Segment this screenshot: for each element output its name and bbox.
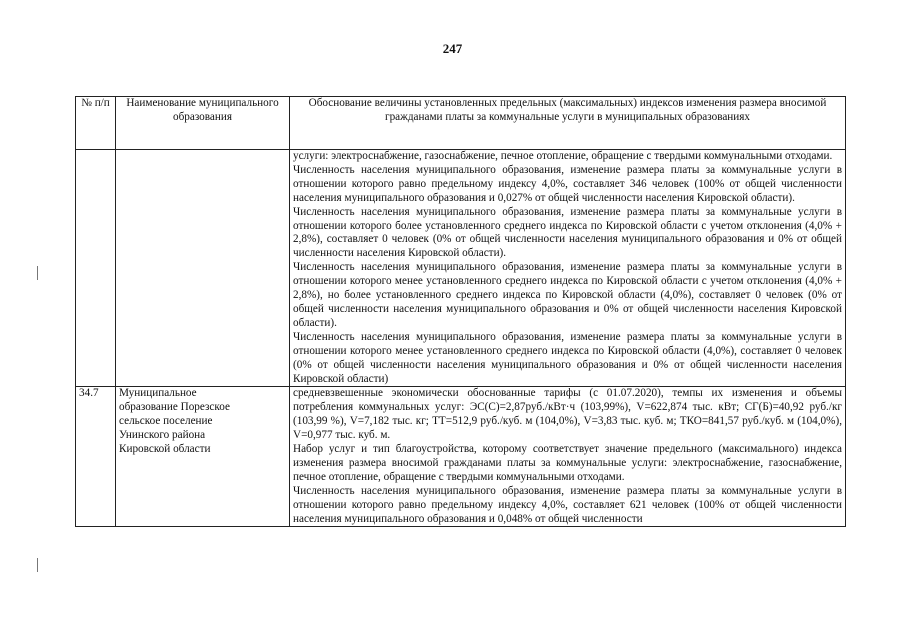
name-line: образование Порезское: [119, 401, 230, 414]
row-justification: [290, 387, 846, 527]
paragraph: Набор услуг и тип благоустройства, которому соответствует значение предельного (максимального) индекса изменения размера вносимой гражданами платы за коммунальные услуги: электроснабжение, газоснабжение, печное отопление, обращение с твердыми коммунальными отходами.: [293, 443, 842, 483]
header-number: № п/п: [76, 97, 116, 150]
header-justification: Обоснование величины установленных предельных (максимальных) индексов изменения размера вносимой гражданами платы за коммунальные услуги в муниципальных образованиях: [290, 97, 846, 150]
table-row: [76, 150, 846, 387]
paragraph: Численность населения муниципального образования, изменение размера платы за коммунальные услуги в отношении которого менее установленного среднего индекса по Кировской области (4,0%), составляет 0 человек (0% от общей численности населения муниципального образования и 0% от общей численности населения Кировской области): [293, 330, 842, 385]
paragraph: Численность населения муниципального образования, изменение размера платы за коммунальные услуги в отношении которого менее установленного среднего индекса по Кировской области с учетом отклонения (4,0% + 2,8%), но более установленного среднего индекса по Кировской области (4,0%), составляет 0 человек (0% от общей численности населения муниципального образования и 0% от общей численности населения Кировской области).: [293, 261, 842, 329]
justification-table: [75, 96, 846, 527]
name-line: сельское поселение: [119, 415, 213, 428]
paragraph: Численность населения муниципального образования, изменение размера платы за коммунальные услуги в отношении которого равно предельному индексу 4,0%, составляет 621 человек (100% от общей численности населения муниципального образования и 0,048% от общей численности: [293, 484, 842, 525]
name-line: Муниципальное: [119, 387, 197, 400]
page-number: 247: [442, 41, 463, 56]
name-line: Кировской области: [119, 443, 211, 456]
name-line: Унинского района: [119, 429, 206, 442]
paragraph: услуги: электроснабжение, газоснабжение, печное отопление, обращение с твердыми коммунальными отходами.: [293, 150, 833, 162]
table-header-row: [76, 97, 846, 150]
paragraph: Численность населения муниципального образования, изменение размера платы за коммунальные услуги в отношении которого более установленного среднего индекса по Кировской области с учетом отклонения (4,0% + 2,8%), составляет 0 человек (0% от общей численности населения муниципального образования и 0% от общей численности населения Кировской области).: [293, 205, 842, 260]
scan-artifact-left-bottom: [37, 558, 38, 572]
row-number: [76, 150, 116, 387]
paragraph: средневзвешенные экономически обоснованные тарифы (с 01.07.2020), темпы их изменения и объемы потребления коммунальных услуг: ЭС(С)=2,87руб./кВт·ч (103,99%), V=622,874 тыс. кВт; СГ(Б)=40,92 руб./кг (103,99 %), V=7,182 тыс. кг; ТТ=512,9 руб./куб. м (104,0%), V=3,83 тыс. куб. м; ТКО=841,57 руб./куб. м (104,0%), V=0,977 тыс. куб. м.: [293, 387, 842, 442]
paragraph: Численность населения муниципального образования, изменение размера платы за коммунальные услуги в отношении которого равно предельному индексу 4,0%, составляет 346 человек (100% от общей численности населения муниципального образования и 0,027% от общей численности населения Кировской области).: [293, 163, 842, 204]
row-name: [116, 150, 290, 387]
header-name: Наименование муниципального образования: [116, 97, 290, 150]
row-justification: [290, 150, 846, 387]
row-name: [116, 387, 290, 527]
scan-artifact-left-top: [37, 266, 38, 280]
table-row: [76, 387, 846, 527]
row-number: 34.7: [76, 387, 116, 527]
